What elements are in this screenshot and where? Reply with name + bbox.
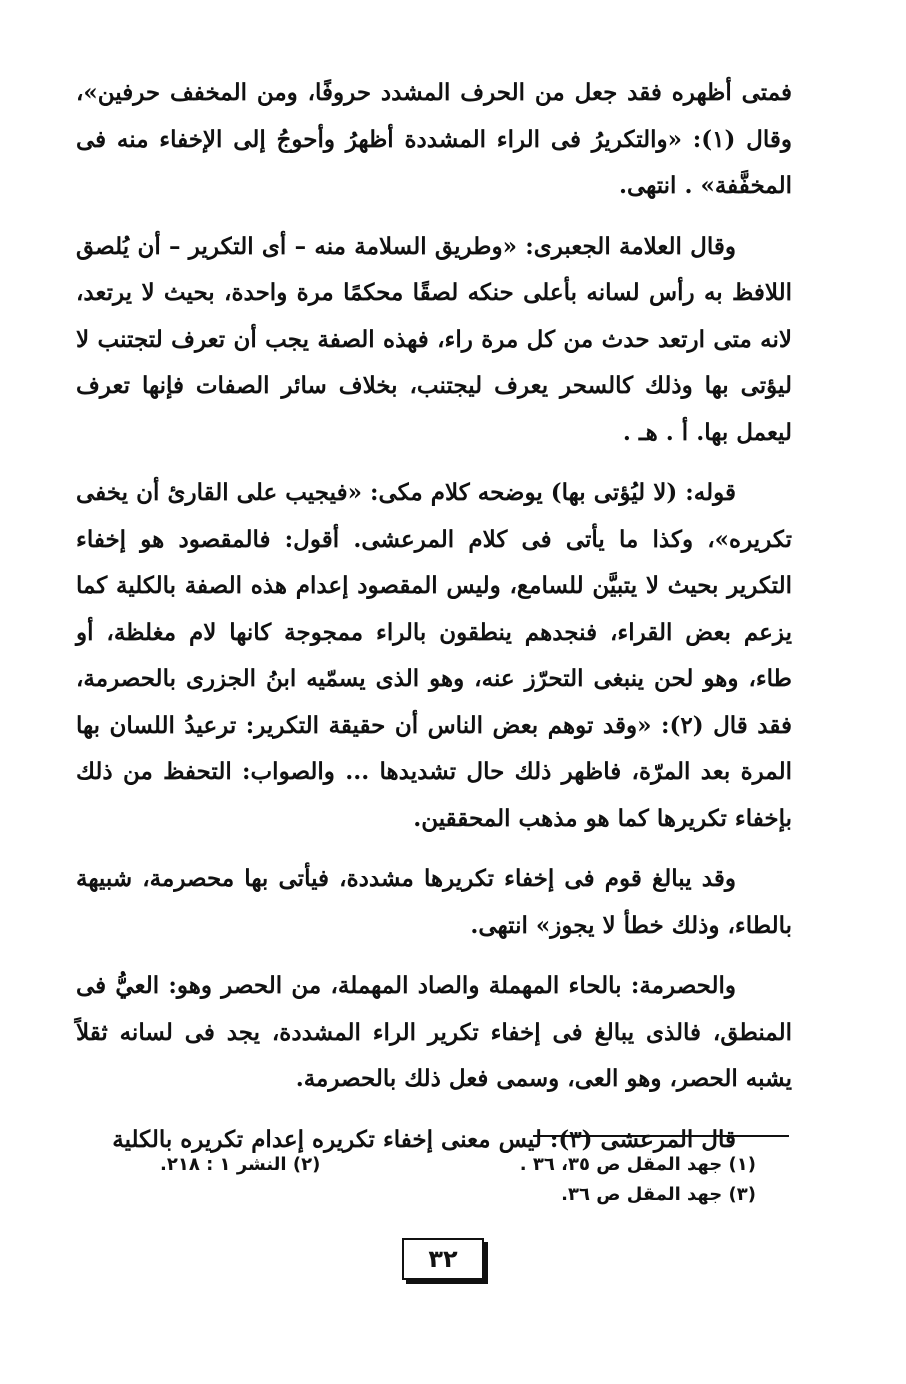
paragraph-5: والحصرمة: بالحاء المهملة والصاد المهملة، من الحصر وهو: العيُّ فى المنطق، فالذى يبالغ فى إخفاء تكرير الراء المشددة، يجد فى لسانه ثقلاً يشبه الحصر، وهو العى، وسمى فعل ذلك بالحصرمة. — [76, 972, 792, 1092]
paragraph-6: قال المرعشى (٣): ليس معنى إخفاء تكريره إعدام تكريره بالكلية — [112, 1125, 736, 1153]
main-text — [76, 70, 792, 1177]
paragraph-4: وقد يبالغ قوم فى إخفاء تكريرها مشددة، فيأتى بها محصرمة، شبيهة بالطاء، وذلك خطأ لا يجوز» انتهى. — [76, 865, 792, 939]
footnote-separator — [533, 1135, 789, 1137]
paragraph-1: فمتى أظهره فقد جعل من الحرف المشدد حروفًا، ومن المخفف حرفين»، وقال (١): «والتكريرُ فى الراء المشددة أظهرُ وأحوجُ إلى الإخفاء منه فى المخفَّفة» . انتهى. — [76, 79, 792, 199]
footnote-3: (٣) جهد المقل ص ٣٦. — [561, 1184, 756, 1205]
footnotes — [160, 1150, 756, 1210]
footnote-2: (٢) النشر ١ : ٢١٨. — [160, 1154, 321, 1175]
footnote-1: (١) جهد المقل ص ٣٥، ٣٦ . — [519, 1154, 756, 1175]
footnote-row-1 — [160, 1150, 756, 1180]
paragraph-3: قوله: (لا ليُؤتى بها) يوضحه كلام مكى: «فيجيب على القارئ أن يخفى تكريره»، وكذا ما يأتى فى كلام المرعشى. أقول: فالمقصود هو إخفاء التكرير بحيث لا يتبيَّن للسامع، وليس المقصود إعدام هذه الصفة بالكلية كما يزعم بعض القراء، فنجدهم ينطقون بالراء ممجوجة كانها لام مغلظة، أو طاء، وهو لحن ينبغى التحرّز عنه، وهو الذى يسمّيه ابنُ الجزرى بالحصرمة، فقد قال (٢): «وقد توهم بعض الناس أن حقيقة التكرير: ترعيدُ اللسان بها المرة بعد المرّة، فاظهر ذلك حال تشديدها ... والصواب: التحفظ من ذلك بإخفاء تكريرها كما هو مذهب المحققين. — [76, 479, 792, 832]
paragraph-2: وقال العلامة الجعبرى: «وطريق السلامة منه – أى التكرير – أن يُلصق اللافظ به رأس لسانه بأعلى حنكه لصقًا محكمًا مرة واحدة، بحيث لا يرتعد، لانه متى ارتعد حدث من كل مرة راء، فهذه الصفة يجب أن تعرف لتجتنب لا ليؤتى بها وذلك كالسحر يعرف ليجتنب، بخلاف سائر الصفات فإنها تعرف ليعمل بها. أ . هـ . — [76, 232, 792, 446]
page-number: ٣٢ — [402, 1238, 484, 1280]
footnote-row-2 — [160, 1180, 756, 1210]
